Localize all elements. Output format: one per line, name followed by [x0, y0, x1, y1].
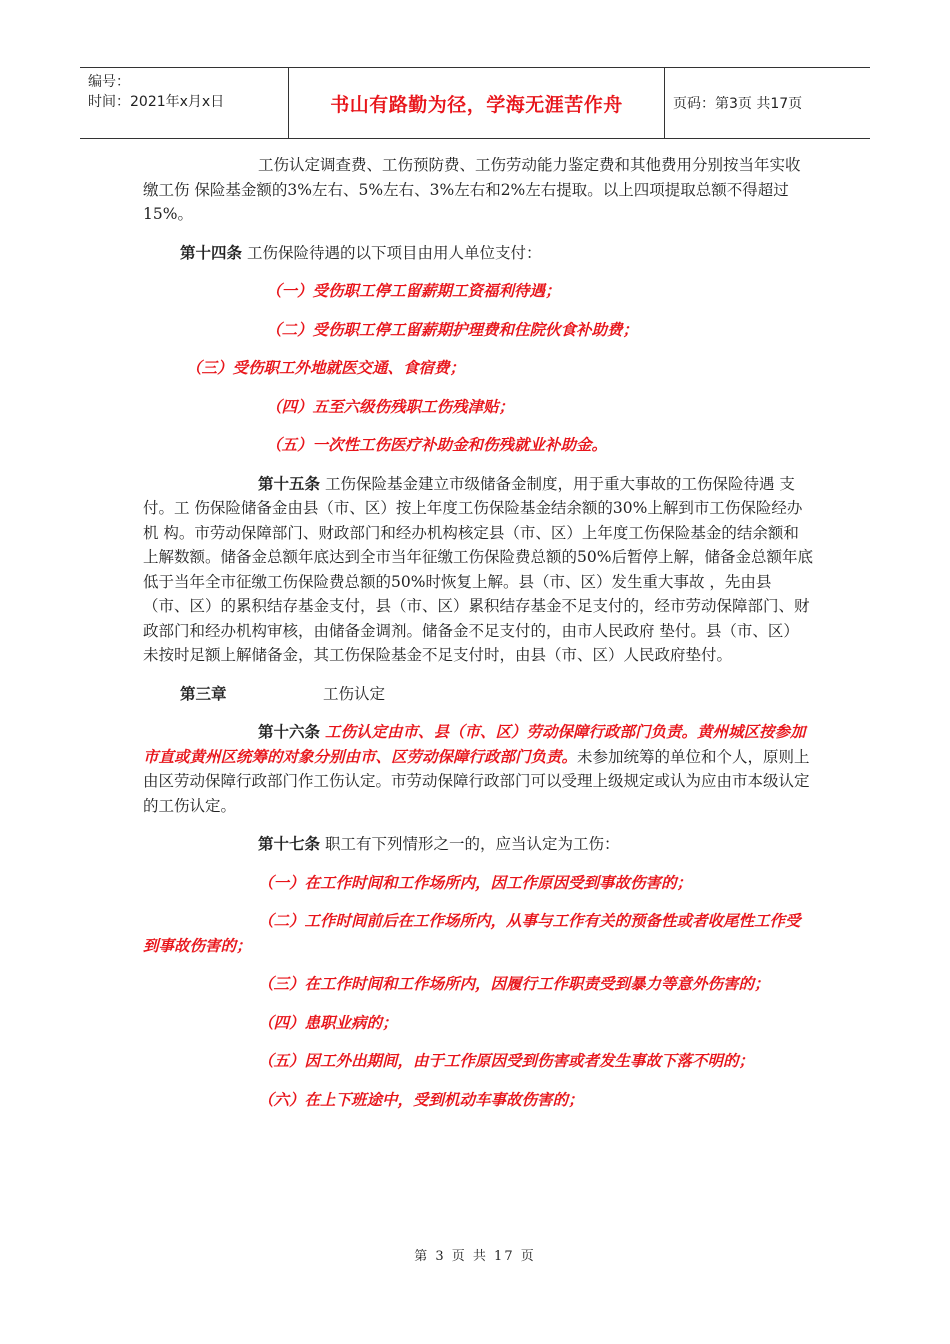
article-14-title: 第十四条 — [180, 242, 243, 262]
page-header — [80, 67, 870, 139]
header-motto: 书山有路勤为径，学海无涯苦作舟 — [288, 68, 665, 138]
item-14-4: （四）五至六级伤残职工伤残津贴； — [266, 396, 515, 416]
date-label: 时间：2021年x月x日 — [88, 94, 225, 110]
page-footer: 第 3 页 共 17 页 — [414, 1249, 536, 1264]
number-label: 编号： — [88, 74, 130, 90]
article-16-title: 第十六条 — [258, 722, 321, 741]
item-14-5: （五）一次性工伤医疗补助金和伤残就业补助金。 — [266, 435, 608, 454]
item-17-4: （四）患职业病的； — [258, 1012, 398, 1032]
article-16-red-text: 工伤认定由市、县（市、区）劳动保障行政部门负责。黄州城区按参加市直或黄州区统筹的对象分别由市、区劳动保障行政部门负责。 — [143, 722, 806, 766]
item-14-1: （一）受伤职工停工留薪期工资福利待遇； — [266, 281, 561, 300]
item-17-1: （一）在工作时间和工作场所内，因工作原因受到事故伤害的； — [258, 872, 693, 892]
article-17-text: 职工有下列情形之一的，应当认定为工伤： — [320, 835, 620, 853]
item-14-3: （三）受伤职工外地就医交通、食宿费； — [186, 358, 466, 377]
chapter-title: 工伤认定 — [323, 684, 386, 703]
article-15-text: 工伤保险基金建立市级储备金制度，用于重大事故的工伤保险待遇 支付。工 伤保险储备金由县（市、区）按上年度工伤保险基金结余额的30%上解到市工伤保险经办机 构。市劳动保障部门、财政部门和经办机构核定县（市、区）上年度工伤保险基金的结余额和上解数额。储备金总额年底达到全市当年征缴工伤保险费总额的50%后暂停上解，储备金总额年底低于当年全市征缴工伤保险费总额的50%时恢复上解。县（市、区）发生重大事故 ，先由县（市、区）的累积结存基金支付，县（市、区）累积结存基金不足支付的，经市劳动保障部门、财政部门和经办机构审核，由储备金调剂。储备金不足支付的，由市人民政府 垫付。县（市、区）未按时足额上解储备金，其工伤保险基金不足支付时，由县（市、区）人民政府垫付。 — [143, 474, 813, 664]
document-body — [143, 153, 813, 1126]
item-17-2: （二）工作时间前后在工作场所内，从事与工作有关的预备性或者收尾性工作受到事故伤害的； — [143, 911, 801, 955]
paragraph-fees: 工伤认定调查费、工伤预防费、工伤劳动能力鉴定费和其他费用分别按当年实收缴工伤 保险基金额的3%左右、5%左右、3%左右和2%左右提取。以上四项提取总额不得超过15%。 — [143, 156, 801, 223]
article-17-title: 第十七条 — [258, 834, 321, 853]
article-17 — [143, 832, 813, 857]
header-page-label: 页码：第3页 共17页 — [673, 96, 803, 112]
item-17-3: （三）在工作时间和工作场所内，因履行工作职责受到暴力等意外伤害的； — [258, 974, 770, 993]
article-15 — [143, 472, 813, 668]
article-14 — [143, 241, 813, 266]
chapter-number: 第三章 — [180, 683, 227, 703]
header-meta — [80, 68, 288, 138]
article-15-title: 第十五条 — [258, 473, 321, 493]
item-17-6: （六）在上下班途中，受到机动车事故伤害的； — [258, 1089, 584, 1109]
item-14-2: （二）受伤职工停工留薪期护理费和住院伙食补助费； — [266, 319, 639, 339]
item-17-5: （五）因工外出期间，由于工作原因受到伤害或者发生事故下落不明的； — [258, 1051, 755, 1070]
chapter-heading — [180, 682, 813, 707]
article-16-text: 未参加统筹的单位和个人，原则上由区劳动保障行政部门作工伤认定。市劳动保障行政部门可以受理上级规定或认为应由市本级认定的工伤认定。 — [143, 747, 810, 815]
article-16 — [143, 720, 813, 818]
article-14-text: 工伤保险待遇的以下项目由用人单位支付： — [242, 243, 542, 262]
